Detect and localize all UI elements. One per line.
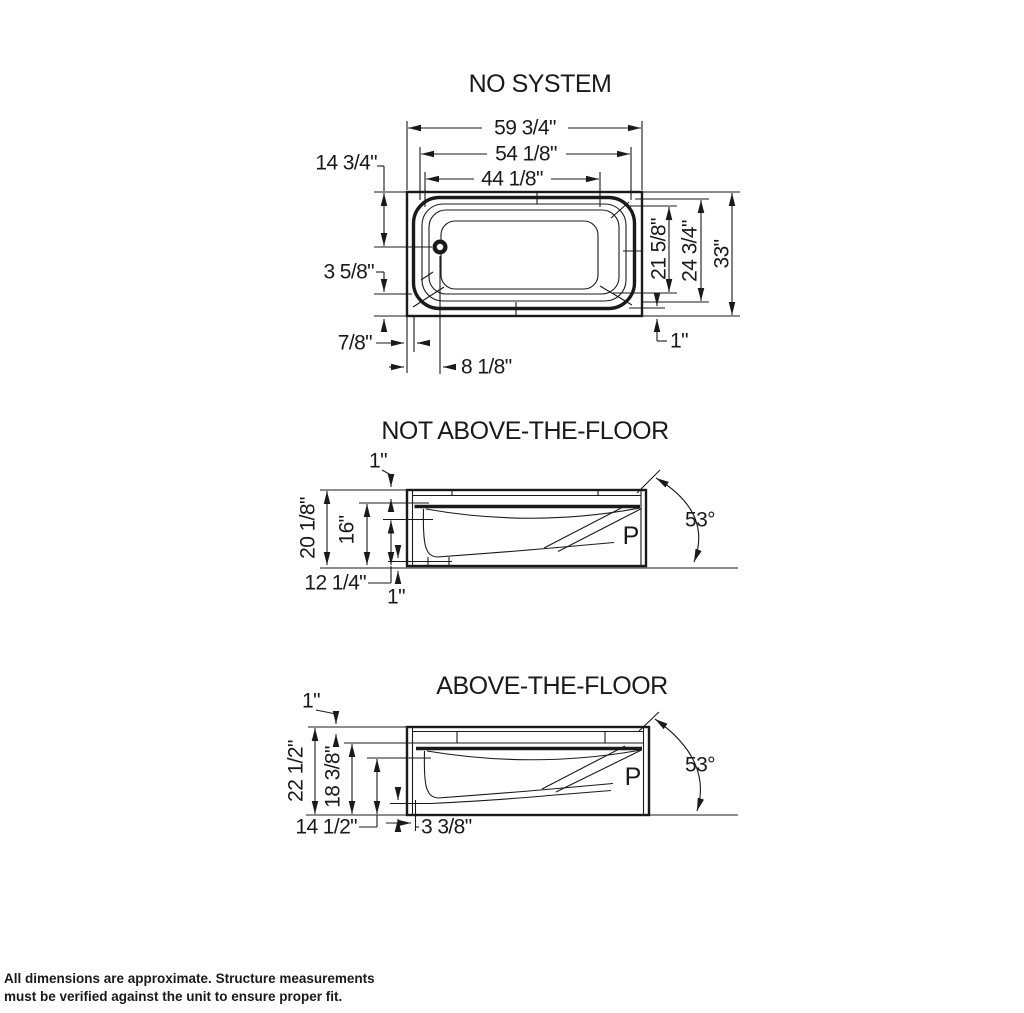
footnote-line-1: All dimensions are approximate. Structure measurements <box>4 971 375 986</box>
dim-rim-depth <box>635 199 709 302</box>
drain-icon <box>433 240 448 255</box>
dim-rim-lip-1-label: 1" <box>369 449 387 473</box>
dim-interior-height-label: 14 1/2" <box>295 815 357 839</box>
dim-right-rim-label: 1" <box>670 329 688 353</box>
view-title-no-system: NO SYSTEM <box>468 70 612 98</box>
dim-basin-depth-label: 21 5/8" <box>647 218 671 280</box>
dim-angle-2-label: 53° <box>685 753 715 777</box>
dim-interior-height <box>295 758 431 839</box>
dim-rim-lip-1 <box>369 450 391 508</box>
dim-rim-lip-2-label: 1" <box>302 689 320 713</box>
dim-deck-height-label: 18 3/8" <box>321 746 345 808</box>
dim-basin-width <box>425 168 600 208</box>
dim-base-gap-label: 1" <box>387 585 405 609</box>
dim-interior-depth <box>336 503 430 565</box>
side-view-above-floor <box>285 672 739 839</box>
dim-interior-depth-label: 16" <box>335 515 359 545</box>
dim-left-rim-label: 7/8" <box>337 331 372 355</box>
dim-rim-width-label: 54 1/8" <box>495 142 557 166</box>
dim-angle-1 <box>637 470 715 562</box>
dim-drain-from-left-label: 8 1/8" <box>461 355 512 379</box>
view-title-above: ABOVE-THE-FLOOR <box>436 672 668 700</box>
dim-bottom-inset <box>323 261 412 330</box>
dim-waterline-label: 12 1/4" <box>304 571 366 595</box>
dim-height-overall-2-label: 22 1/2" <box>284 740 308 802</box>
footnote <box>4 970 424 1006</box>
top-view <box>315 70 740 379</box>
dim-base-gap <box>387 549 405 609</box>
dim-waterline <box>304 520 433 595</box>
dim-height-overall-2 <box>285 727 408 814</box>
dim-bottom-clearance-label: 3 3/8" <box>421 815 472 839</box>
dim-height-overall-1-label: 20 1/8" <box>296 497 320 559</box>
dim-basin-depth <box>613 206 677 293</box>
dim-rim-lip-2 <box>302 690 336 744</box>
dim-angle-2 <box>639 712 715 811</box>
dim-drain-from-top-label: 14 3/4" <box>315 151 377 175</box>
drain-side-marker-2: P <box>624 763 642 791</box>
dim-right-rim <box>629 297 688 353</box>
footnote-line-2: must be verified against the unit to ensure proper fit. <box>4 989 343 1004</box>
dim-rim-depth-label: 24 3/4" <box>678 220 702 282</box>
dim-bottom-inset-label: 3 5/8" <box>323 260 374 284</box>
dim-overall-width-label: 59 3/4" <box>494 116 556 140</box>
tub-side-outline-1 <box>320 490 738 568</box>
side-view-not-above-floor <box>297 417 739 609</box>
dim-angle-1-label: 53° <box>685 508 715 532</box>
drain-side-marker-1: P <box>622 522 640 550</box>
dim-basin-width-label: 44 1/8" <box>481 167 543 191</box>
view-title-not-above: NOT ABOVE-THE-FLOOR <box>381 417 669 445</box>
dim-overall-depth-label: 33" <box>710 239 734 269</box>
